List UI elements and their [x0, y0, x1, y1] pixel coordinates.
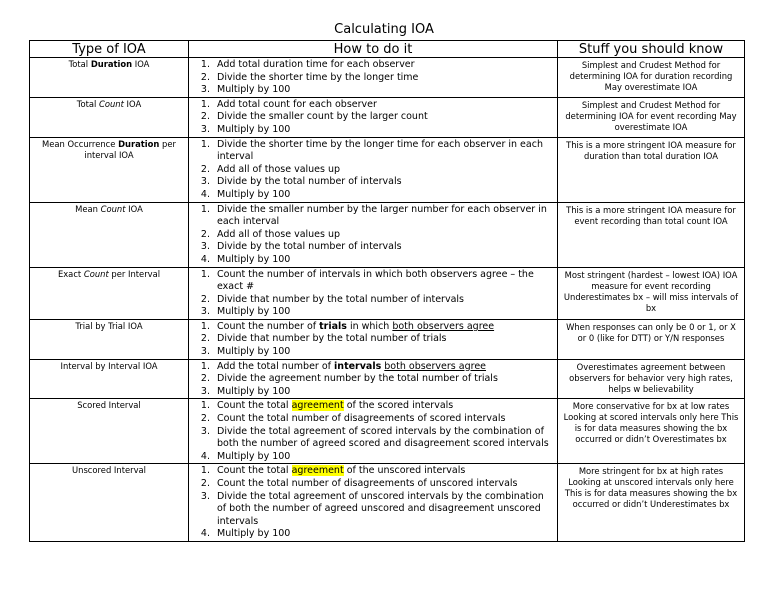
list-item: 2. Add all of those values up [213, 164, 553, 177]
how-to-cell [189, 359, 558, 399]
list-item: 2. Count the total number of disagreements of unscored intervals [213, 478, 553, 491]
table-body [30, 58, 745, 542]
list-item: 1. Add total count for each observer [213, 99, 553, 112]
list-item: 1. Divide the smaller number by the larger number for each observer in each interval [213, 204, 553, 229]
list-item: 3. Multiply by 100 [213, 306, 553, 319]
ioa-type-cell: Mean Occurrence Duration per interval IOA [30, 137, 189, 202]
list-item: 3. Multiply by 100 [213, 84, 553, 97]
notes-cell: Simplest and Crudest Method for determining IOA for duration recording May overestimate IOA [558, 58, 745, 98]
notes-cell: More conservative for bx at low rates Looking at scored intervals only here This is for data measures showing the bx occurred or didn’t Overestimates bx [558, 399, 745, 464]
list-item: 2. Add all of those values up [213, 229, 553, 242]
ioa-type-cell: Total Count IOA [30, 97, 189, 137]
table-row [30, 58, 745, 98]
notes-cell: More stringent for bx at high rates Looking at unscored intervals only here This is for data measures showing the bx occurred or didn’t Underestimates bx [558, 464, 745, 542]
how-to-cell [189, 202, 558, 267]
steps-list [193, 269, 553, 319]
steps-list [193, 361, 553, 399]
list-item: 1. Count the number of trials in which both observers agree [213, 321, 553, 334]
table-row [30, 399, 745, 464]
list-item: 3. Multiply by 100 [213, 346, 553, 359]
steps-list [193, 59, 553, 97]
table-row [30, 97, 745, 137]
list-item: 2. Divide the agreement number by the total number of trials [213, 373, 553, 386]
how-to-cell [189, 267, 558, 319]
list-item: 3. Multiply by 100 [213, 386, 553, 399]
list-item: 1. Count the total agreement of the unscored intervals [213, 465, 553, 478]
steps-list [193, 139, 553, 202]
list-item: 4. Multiply by 100 [213, 451, 553, 464]
ioa-type-cell: Scored Interval [30, 399, 189, 464]
ioa-type-cell: Unscored Interval [30, 464, 189, 542]
how-to-cell [189, 58, 558, 98]
list-item: 2. Divide the smaller count by the larger count [213, 111, 553, 124]
ioa-type-cell: Interval by Interval IOA [30, 359, 189, 399]
how-to-cell [189, 97, 558, 137]
header-row [30, 41, 745, 58]
notes-cell: This is a more stringent IOA measure for duration than total duration IOA [558, 137, 745, 202]
page-title: Calculating IOA [334, 22, 434, 37]
steps-list [193, 400, 553, 463]
header-how: How to do it [189, 41, 558, 58]
table-row [30, 464, 745, 542]
list-item: 2. Count the total number of disagreements of scored intervals [213, 413, 553, 426]
header-type: Type of IOA [30, 41, 189, 58]
list-item: 1. Divide the shorter time by the longer time for each observer in each interval [213, 139, 553, 164]
list-item: 3. Divide by the total number of intervals [213, 241, 553, 254]
ioa-type-cell: Exact Count per Interval [30, 267, 189, 319]
steps-list [193, 204, 553, 267]
table-row [30, 319, 745, 359]
table-row [30, 137, 745, 202]
list-item: 4. Multiply by 100 [213, 254, 553, 267]
list-item: 1. Count the total agreement of the scored intervals [213, 400, 553, 413]
ioa-type-cell: Trial by Trial IOA [30, 319, 189, 359]
ioa-type-cell: Total Duration IOA [30, 58, 189, 98]
list-item: 3. Multiply by 100 [213, 124, 553, 137]
table-row [30, 359, 745, 399]
list-item: 2. Divide that number by the total number of trials [213, 333, 553, 346]
steps-list [193, 321, 553, 359]
list-item: 3. Divide the total agreement of unscored intervals by the combination of both the number of agreed unscored and disagreement unscored intervals [213, 491, 553, 529]
notes-cell: Simplest and Crudest Method for determining IOA for event recording May overestimate IOA [558, 97, 745, 137]
notes-cell: This is a more stringent IOA measure for event recording than total count IOA [558, 202, 745, 267]
list-item: 2. Divide that number by the total number of intervals [213, 294, 553, 307]
how-to-cell [189, 137, 558, 202]
list-item: 4. Multiply by 100 [213, 189, 553, 202]
how-to-cell [189, 464, 558, 542]
ioa-table [29, 40, 745, 542]
list-item: 1. Count the number of intervals in which both observers agree – the exact # [213, 269, 553, 294]
table-row [30, 202, 745, 267]
list-item: 1. Add the total number of intervals both observers agree [213, 361, 553, 374]
list-item: 1. Add total duration time for each observer [213, 59, 553, 72]
ioa-type-cell: Mean Count IOA [30, 202, 189, 267]
list-item: 2. Divide the shorter time by the longer time [213, 72, 553, 85]
steps-list [193, 465, 553, 541]
header-know: Stuff you should know [558, 41, 745, 58]
notes-cell: Most stringent (hardest – lowest IOA) IOA measure for event recording Underestimates bx – will miss intervals of bx [558, 267, 745, 319]
list-item: 4. Multiply by 100 [213, 528, 553, 541]
table-row [30, 267, 745, 319]
notes-cell: Overestimates agreement between observers for behavior very high rates, helps w believability [558, 359, 745, 399]
list-item: 3. Divide by the total number of intervals [213, 176, 553, 189]
list-item: 3. Divide the total agreement of scored intervals by the combination of both the number of agreed scored and disagreement scored intervals [213, 426, 553, 451]
how-to-cell [189, 399, 558, 464]
how-to-cell [189, 319, 558, 359]
notes-cell: When responses can only be 0 or 1, or X or 0 (like for DTT) or Y/N responses [558, 319, 745, 359]
steps-list [193, 99, 553, 137]
